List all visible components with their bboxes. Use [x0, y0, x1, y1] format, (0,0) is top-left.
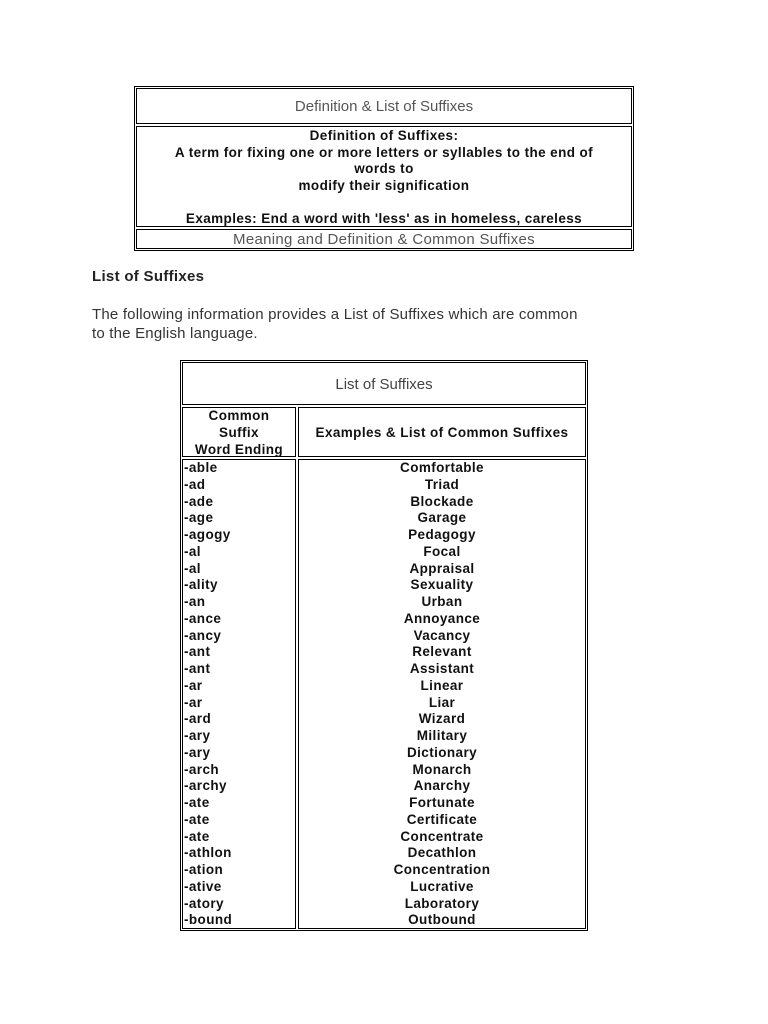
- suffix-cell: -an: [184, 594, 206, 609]
- example-cell: Outbound: [408, 912, 476, 928]
- suffix-cell: -ate: [184, 811, 210, 827]
- suffix-table-title: List of Suffixes: [182, 362, 586, 405]
- example-cell: Vacancy: [413, 627, 471, 643]
- suffix-cell: -ary: [184, 744, 211, 760]
- definition-line: modify their signification: [298, 177, 470, 193]
- column-header-line: Suffix: [219, 424, 259, 440]
- suffix-cell: -ar: [184, 677, 203, 693]
- example-cell: Monarch: [412, 761, 472, 777]
- example-cell: Fortunate: [409, 795, 475, 810]
- suffix-cell: -ary: [184, 728, 211, 743]
- column-header-suffix: [182, 407, 296, 457]
- definition-table-body: [136, 126, 632, 227]
- example-cell: Decathlon: [407, 845, 477, 861]
- example-cell: Urban: [421, 594, 463, 609]
- suffix-cell: -ard: [184, 711, 212, 727]
- suffix-cell: -age: [184, 510, 214, 526]
- definition-examples: Examples: End a word with 'less' as in homeless, careless: [185, 211, 583, 226]
- suffix-cell: -al: [184, 543, 201, 559]
- example-cell: Comfortable: [400, 460, 484, 475]
- definition-line: Definition of Suffixes:: [309, 128, 459, 143]
- column-header-line: Word Ending: [194, 441, 284, 457]
- definition-line: A term for fixing one or more letters or syllables to the end of: [174, 144, 594, 160]
- suffix-cell: -ance: [184, 610, 222, 626]
- suffix-cell: -bound: [184, 912, 233, 928]
- example-cell: Appraisal: [409, 560, 475, 576]
- suffix-cell: -ade: [184, 493, 214, 509]
- suffix-cell: -al: [184, 560, 201, 576]
- suffix-cell: -ative: [184, 878, 222, 894]
- example-cell: Military: [416, 728, 468, 743]
- suffix-cell: -atory: [184, 895, 224, 911]
- suffix-cell: -ancy: [184, 627, 222, 643]
- example-cell: Linear: [420, 677, 464, 693]
- definition-table-title: Definition & List of Suffixes: [136, 88, 632, 124]
- example-column: [298, 459, 586, 929]
- suffix-cell: -archy: [184, 778, 227, 794]
- example-cell: Blockade: [410, 493, 474, 509]
- suffix-cell: -ar: [184, 694, 203, 710]
- suffix-cell: -ant: [184, 661, 211, 676]
- suffix-cell: -ate: [184, 795, 210, 810]
- suffix-table-header: [182, 407, 586, 457]
- example-cell: Pedagogy: [408, 527, 476, 542]
- suffix-cell: -ate: [184, 828, 210, 844]
- suffix-cell: -ation: [184, 862, 224, 877]
- suffix-table: [180, 360, 588, 931]
- suffix-column: [182, 459, 296, 929]
- example-cell: Lucrative: [410, 878, 474, 894]
- suffix-cell: -ad: [184, 476, 206, 492]
- example-cell: Concentrate: [400, 828, 484, 844]
- suffix-cell: -ality: [184, 577, 218, 593]
- suffix-cell: -athlon: [184, 845, 232, 861]
- column-header-line: Common: [208, 407, 270, 423]
- column-header-examples: Examples & List of Common Suffixes: [298, 407, 586, 457]
- example-cell: Anarchy: [413, 778, 471, 794]
- definition-line: words to: [354, 161, 414, 176]
- example-cell: Focal: [423, 543, 461, 559]
- spacer: [137, 194, 631, 211]
- definition-table-footer: Meaning and Definition & Common Suffixes: [136, 229, 632, 249]
- definition-table: [134, 86, 634, 251]
- intro-line: The following information provides a List of Suffixes which are common: [92, 306, 578, 323]
- example-cell: Concentration: [393, 862, 491, 877]
- example-cell: Wizard: [418, 711, 466, 727]
- intro-paragraph: [92, 305, 652, 343]
- example-cell: Certificate: [406, 811, 478, 827]
- example-cell: Sexuality: [410, 577, 474, 593]
- intro-line: to the English language.: [92, 325, 258, 342]
- example-cell: Relevant: [412, 644, 472, 660]
- suffix-cell: -ant: [184, 644, 211, 660]
- suffix-cell: -able: [184, 460, 218, 475]
- example-cell: Triad: [424, 476, 460, 492]
- suffix-cell: -agogy: [184, 527, 231, 542]
- suffix-table-body: [182, 459, 586, 929]
- example-cell: Assistant: [409, 661, 475, 676]
- example-cell: Liar: [428, 694, 456, 710]
- example-cell: Laboratory: [404, 895, 480, 911]
- suffix-cell: -arch: [184, 761, 220, 777]
- example-cell: Annoyance: [403, 610, 481, 626]
- example-cell: Garage: [417, 510, 467, 526]
- example-cell: Dictionary: [406, 744, 478, 760]
- section-heading: List of Suffixes: [92, 268, 205, 285]
